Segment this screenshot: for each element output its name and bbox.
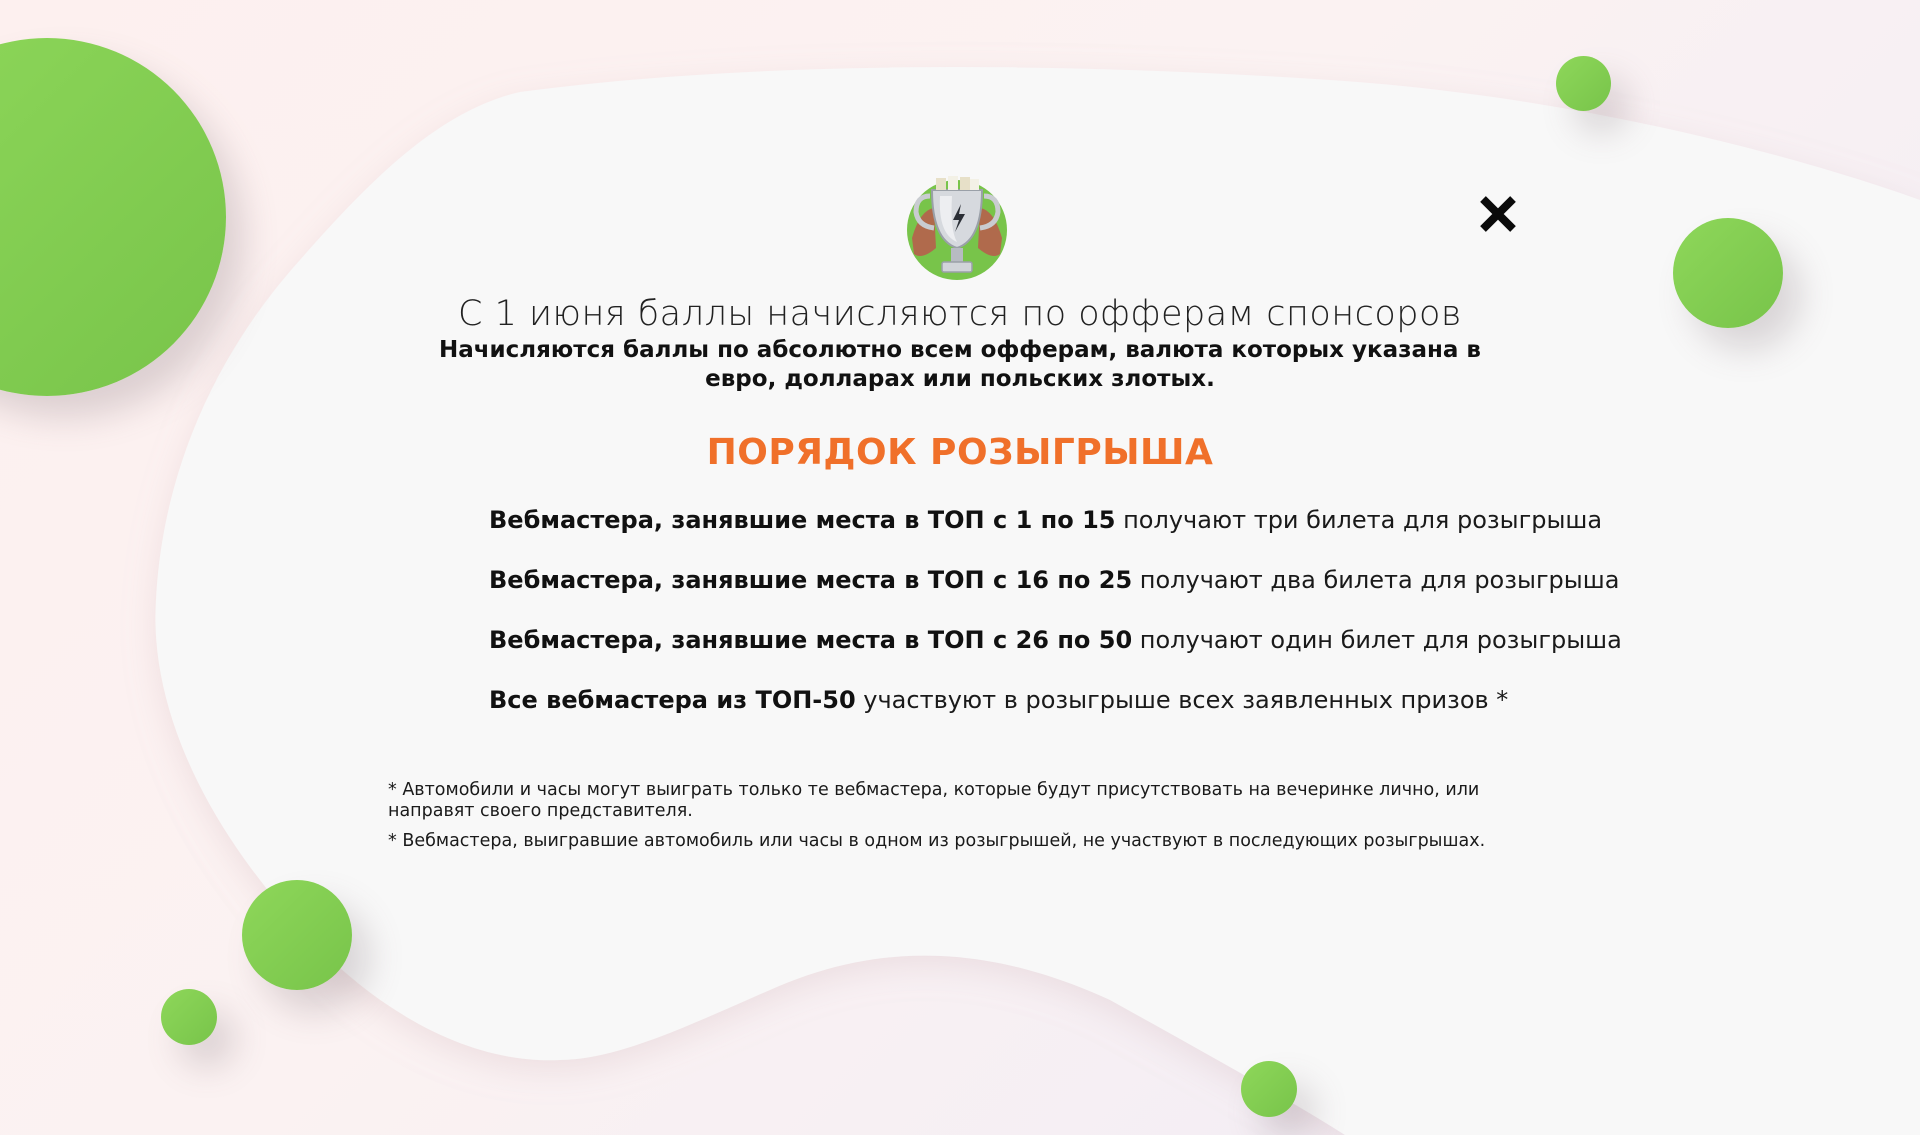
rule-item xyxy=(489,562,1622,622)
rule-item-bold: Вебмастера, занявшие места в ТОП с 1 по 15 xyxy=(489,506,1116,534)
rule-item-bold: Вебмастера, занявшие места в ТОП с 16 по 25 xyxy=(489,566,1133,594)
close-button[interactable] xyxy=(1474,190,1522,238)
footnote: * Вебмастера, выигравшие автомобиль или часы в одном из розыгрышей, не участвуют в последующих розыгрышах. xyxy=(388,831,1486,851)
close-icon xyxy=(1474,190,1522,238)
rule-item xyxy=(489,682,1622,742)
section-title: ПОРЯДОК РОЗЫГРЫША xyxy=(706,432,1214,473)
popup-title: С 1 июня баллы начисляются по офферам спонсоров xyxy=(458,294,1462,334)
rules-list xyxy=(489,502,1622,742)
rule-item xyxy=(489,622,1622,682)
rule-item xyxy=(489,502,1622,562)
rule-item-text: получают два билета для розыгрыша xyxy=(1132,566,1620,594)
decor-circle-right xyxy=(1673,218,1783,328)
decor-circle-small-top xyxy=(1556,56,1611,111)
decor-circle-bottom-center xyxy=(1241,1061,1297,1117)
decor-circle-bottom-small xyxy=(161,989,217,1045)
rule-item-text: получают три билета для розыгрыша xyxy=(1115,506,1603,534)
footnote: * Автомобили и часы могут выиграть только те вебмастера, которые будут присутствовать на вечеринке лично, или направят своего представителя. xyxy=(388,780,1480,821)
rule-item-bold: Все вебмастера из ТОП-50 xyxy=(489,686,856,714)
decor-circle-bottom-left xyxy=(242,880,352,990)
rule-item-bold: Вебмастера, занявшие места в ТОП с 26 по 50 xyxy=(489,626,1133,654)
rule-item-text: участвуют в розыгрыше всех заявленных призов * xyxy=(855,686,1509,714)
footnotes xyxy=(388,780,1528,861)
trophy-cup-icon xyxy=(906,168,1008,280)
rule-item-text: получают один билет для розыгрыша xyxy=(1132,626,1622,654)
popup-subtitle: Начисляются баллы по абсолютно всем офферам, валюта которых указана в евро, долларах или польских злотых. xyxy=(439,337,1481,392)
